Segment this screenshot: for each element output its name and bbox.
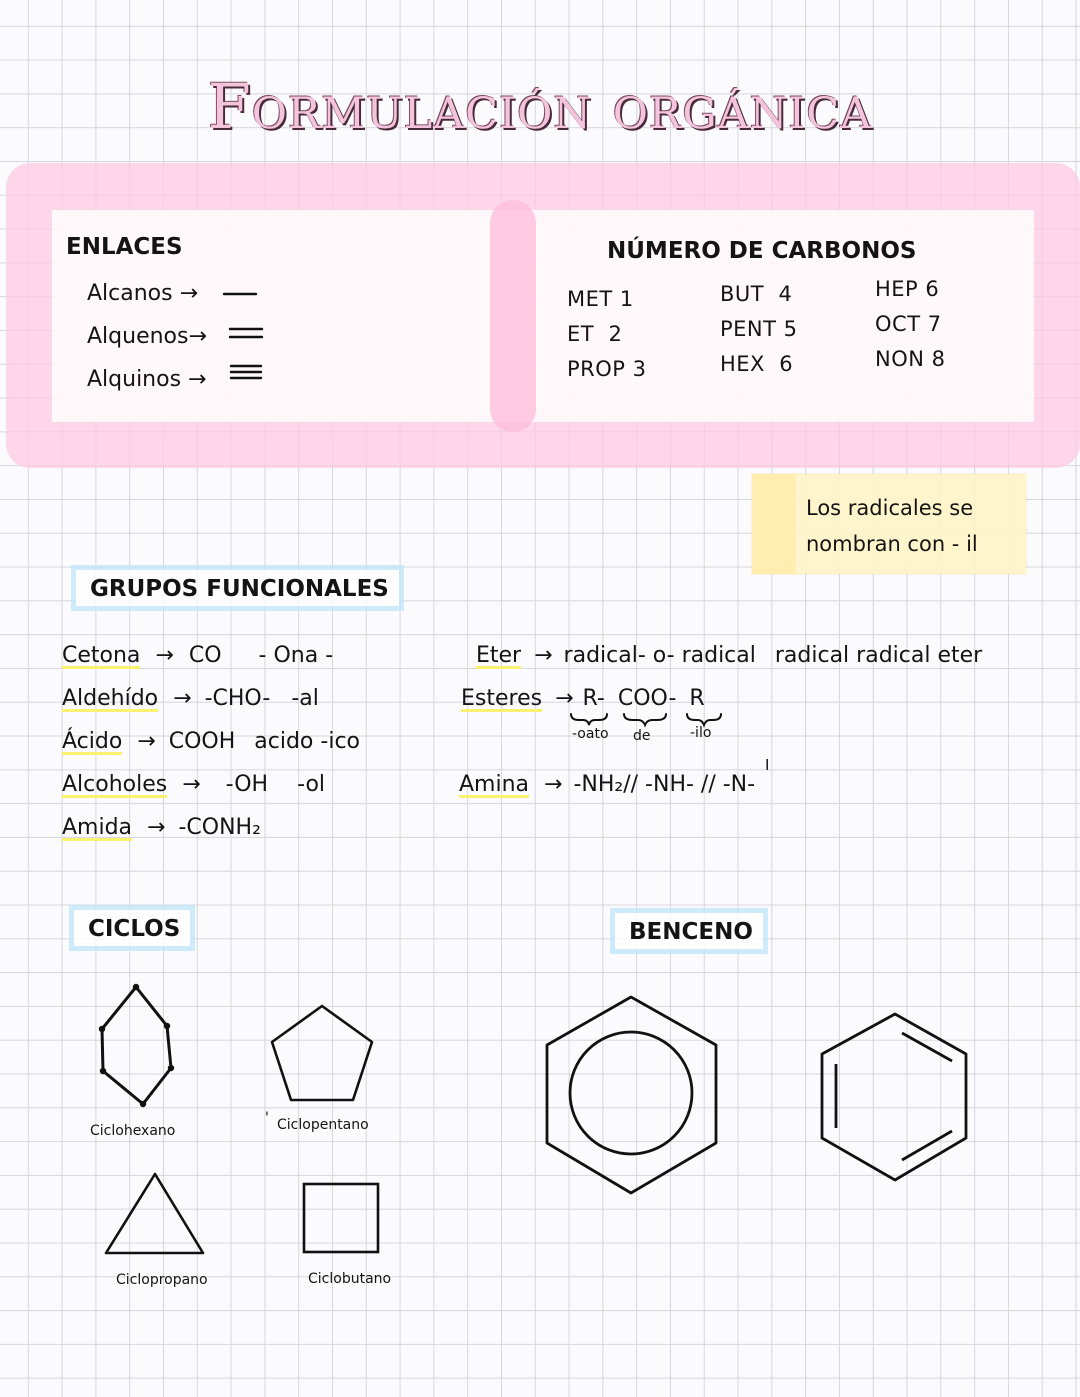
enlaces-heading: ENLACES: [66, 234, 183, 260]
eter-arrow: →: [534, 643, 553, 668]
ciclopropano-label: Ciclopropano: [116, 1272, 208, 1288]
benceno-heading: BENCENO: [615, 913, 763, 949]
ciclopentano-label: Ciclopentano: [277, 1117, 369, 1133]
esteres-part-coo: COO-: [617, 686, 677, 711]
amina-bond-bar: I: [765, 756, 770, 774]
esteres-name: Esteres: [461, 686, 543, 711]
sticky-line-1: Los radicales se: [806, 496, 974, 520]
carbono-non: NON 8: [875, 347, 946, 371]
sticky-line-2: nombran con - il: [806, 532, 978, 556]
amida-formula: -CONH₂: [178, 815, 261, 840]
alquenos-label: Alquenos→: [87, 324, 207, 349]
amida-name: Amida: [62, 815, 133, 840]
carbono-hex: HEX 6: [720, 352, 794, 376]
ciclobutano-label: Ciclobutano: [308, 1271, 392, 1287]
aldehido-suffix: -al: [291, 686, 319, 711]
aldehido-formula: -CHO-: [204, 686, 271, 711]
carbono-oct: OCT 7: [875, 312, 942, 336]
cetona-arrow: →: [155, 643, 174, 668]
ciclohexano-label: Ciclohexano: [90, 1123, 176, 1139]
cetona-name: Cetona: [62, 643, 141, 668]
alcoholes-name: Alcoholes: [62, 772, 168, 797]
eter-formula: radical- o- radical: [563, 643, 756, 668]
ester-note-oato: -oato: [572, 726, 609, 742]
ciclopentano-mark: ': [265, 1110, 269, 1126]
amida-arrow: →: [147, 815, 166, 840]
ester-note-ilo: -ilo: [690, 725, 712, 741]
eter-suffix: radical radical eter: [774, 643, 983, 668]
esteres-part-r1: R-: [582, 686, 605, 711]
carbono-prop: PROP 3: [567, 357, 647, 381]
alcoholes-arrow: →: [182, 772, 201, 797]
acido-formula: COOH: [168, 729, 236, 754]
alcoholes-suffix: -ol: [297, 772, 326, 797]
cetona-suffix: - Ona -: [258, 643, 334, 668]
ciclos-heading: CICLOS: [74, 910, 190, 946]
esteres-arrow: →: [555, 686, 574, 711]
esteres-part-r2: R: [689, 686, 705, 711]
carbono-pent: PENT 5: [720, 317, 798, 341]
benceno-kekule-icon: [822, 1014, 966, 1180]
carbonos-heading: NÚMERO DE CARBONOS: [607, 238, 917, 264]
alquinos-label: Alquinos →: [87, 367, 207, 392]
cetona-formula: CO: [188, 643, 222, 668]
ester-note-de: de: [633, 728, 651, 744]
grupos-heading: GRUPOS FUNCIONALES: [76, 570, 399, 606]
acido-suffix: acido -ico: [254, 729, 360, 754]
amina-formula: -NH₂// -NH- // -N-: [573, 772, 756, 797]
amina-arrow: →: [544, 772, 563, 797]
eter-name: Eter: [476, 643, 522, 668]
aldehido-arrow: →: [173, 686, 192, 711]
page-title: Formulación orgánica: [207, 70, 873, 143]
benceno-circle-icon: [547, 997, 716, 1193]
carbono-et: ET 2: [567, 322, 623, 346]
carbono-but: BUT 4: [720, 282, 793, 306]
carbono-hep: HEP 6: [875, 277, 940, 301]
carbono-met: MET 1: [567, 287, 634, 311]
aldehido-name: Aldehído: [62, 686, 159, 711]
alcoholes-formula: -OH: [225, 772, 269, 797]
alcanos-label: Alcanos →: [87, 281, 199, 306]
acido-name: Ácido: [62, 729, 123, 754]
acido-arrow: →: [137, 729, 156, 754]
amina-name: Amina: [459, 772, 530, 797]
